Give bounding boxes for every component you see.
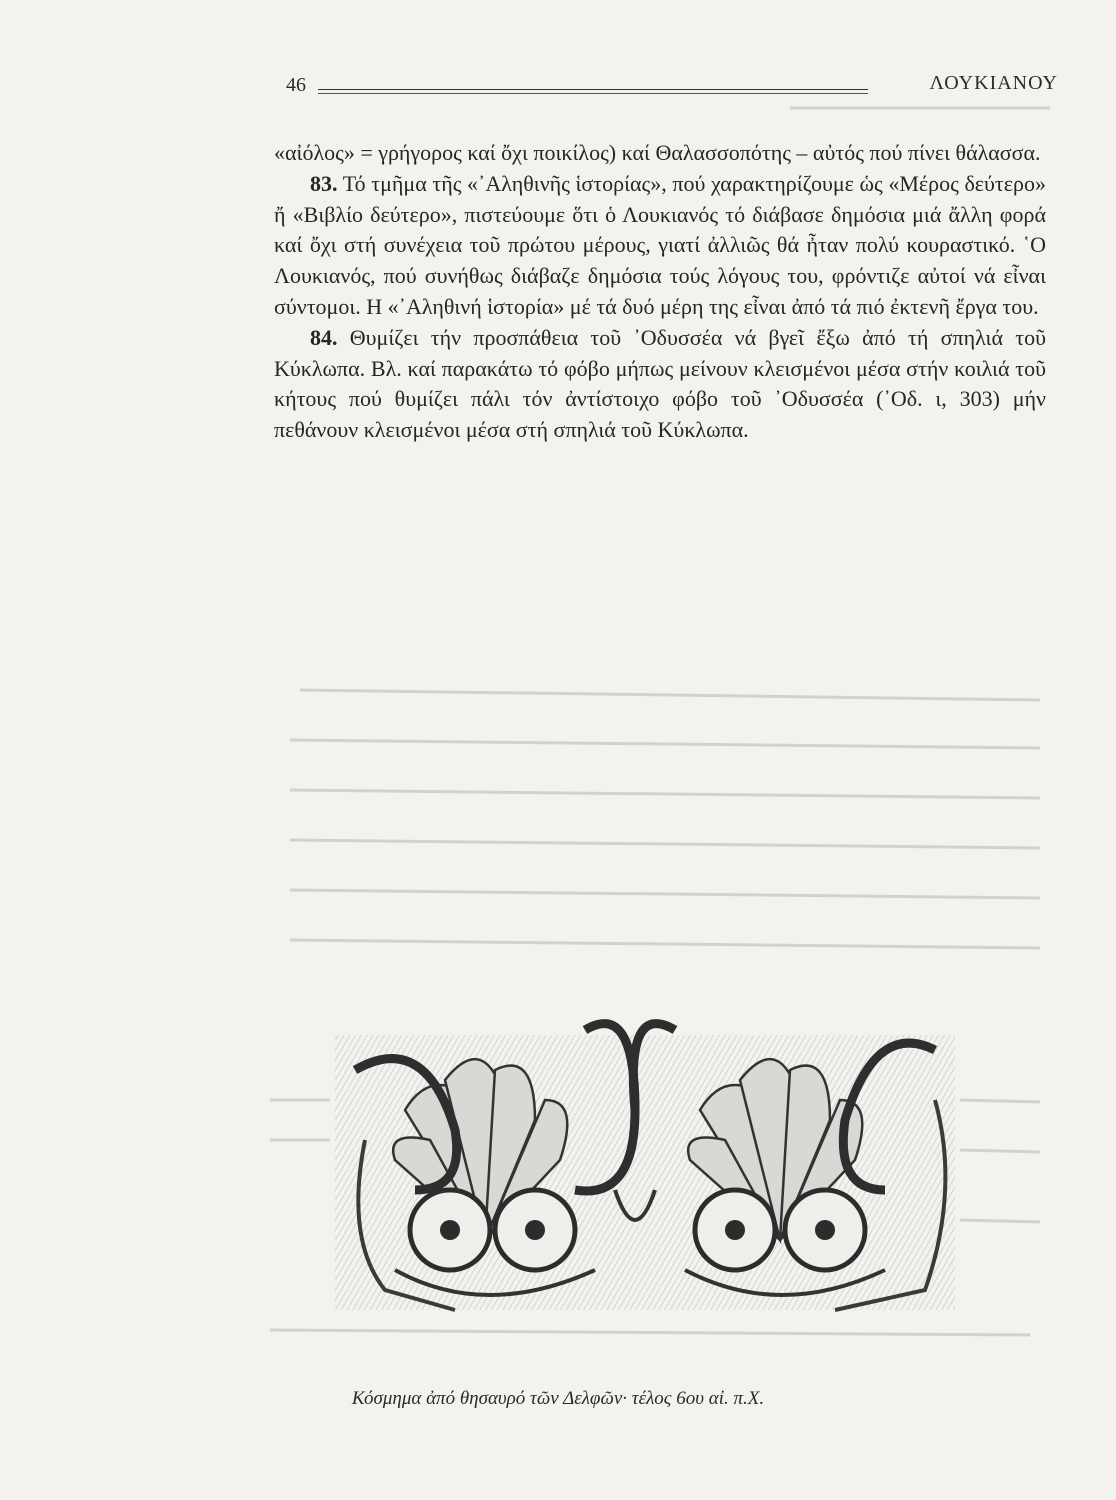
header-rule <box>318 89 868 90</box>
running-title: ΛΟΥΚΙΑΝΟΥ <box>929 72 1058 94</box>
note-83 <box>274 169 1046 323</box>
note-83-text: Τό τμῆμα τῆς «᾿Αληθινῆς ἱστορίας», πού χαρακτηρίζουμε ὡς «Μέρος δεύτερο» ἤ «Βιβλίο δεύτερο», πιστεύουμε ὅτι ὁ Λουκιανός τό διάβασε δημόσια μιά ἄλλη φορά καί ὄχι στή συνέχεια τοῦ πρώτου μέρους, γιατί ἀλλιῶς θά ἦταν πολύ κουραστικό. ῾Ο Λουκιανός, πού συνήθως διάβαζε δημόσια τούς λόγους του, φρόντιζε αὐτοί νά εἶναι σύντομοι. Η «᾿Αληθινή ἱστορία» μέ τά δυό μέρη της εἶναι ἀπό τά πιό ἐκτενῆ ἔργα του. <box>274 170 1046 319</box>
page-number: 46 <box>286 74 306 96</box>
note-84-number: 84. <box>310 324 338 350</box>
page-header <box>278 72 1058 102</box>
header-rule-secondary <box>318 93 868 94</box>
notes-body <box>274 138 1046 446</box>
figure-caption: Κόσμημα ἀπό θησαυρό τῶν Δελφῶν· τέλος 6ου αἰ. π.Χ. <box>351 1388 765 1409</box>
note-83-number: 83. <box>310 170 338 196</box>
continuation-paragraph: «αἰόλος» = γρήγορος καί ὄχι ποικίλος) καί Θαλασσοπότης – αὐτός πού πίνει θάλασσα. <box>274 140 1041 165</box>
note-84-text: Θυμίζει τήν προσπάθεια τοῦ ᾿Οδυσσέα νά βγεῖ ἔξω ἀπό τή σπηλιά τοῦ Κύκλωπα. Βλ. καί παρακάτω τό φόβο μήπως μείνουν κλεισμένοι μέσα στήν κοιλιά τοῦ κήτους πού θυμίζει πάλι τόν ἀντίστοιχο φόβο τοῦ ᾿Οδυσσέα (᾿Οδ. ι, 303) μήν πεθάνουν κλεισμένοι μέσα στή σπηλιά τοῦ Κύκλωπα. <box>274 324 1046 443</box>
delphi-ornament-illustration <box>335 990 955 1330</box>
note-84 <box>274 323 1046 446</box>
